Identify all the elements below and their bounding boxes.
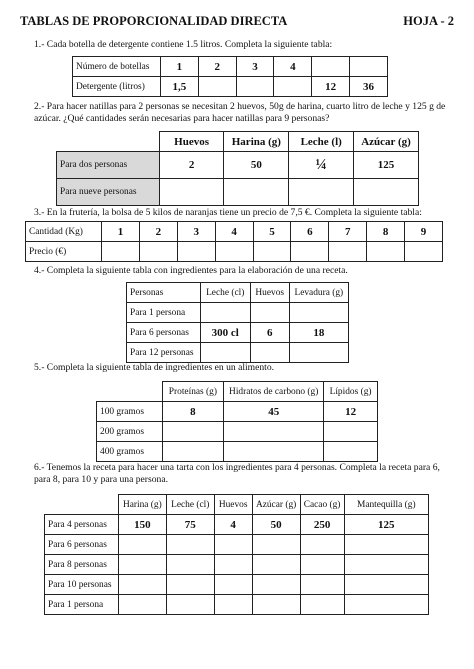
table-row (127, 343, 349, 363)
answer-cell[interactable] (215, 242, 253, 262)
column-header: Huevos (250, 283, 289, 303)
answer-cell[interactable] (224, 442, 324, 462)
answer-cell[interactable] (118, 595, 166, 615)
column-header: Leche (cl) (200, 283, 250, 303)
answer-cell[interactable] (166, 535, 214, 555)
table-cell: 125 (344, 515, 428, 535)
table-cell: 4 (274, 57, 312, 77)
answer-cell[interactable] (102, 242, 140, 262)
row-label: Para 10 personas (45, 575, 119, 595)
answer-cell[interactable] (118, 555, 166, 575)
answer-cell[interactable] (252, 555, 300, 575)
table-cell: 2 (159, 152, 224, 179)
table-row (73, 77, 388, 97)
answer-cell[interactable] (224, 422, 324, 442)
table-row (26, 242, 443, 262)
row-label: Detergente (litros) (73, 77, 161, 97)
column-header: Proteínas (g) (162, 382, 224, 402)
answer-cell[interactable] (344, 575, 428, 595)
table-cell: 8 (162, 402, 224, 422)
row-label: Para 1 persona (45, 595, 119, 615)
table-cell: 125 (354, 152, 419, 179)
answer-cell[interactable] (198, 77, 236, 97)
table-cell: 250 (300, 515, 344, 535)
answer-cell[interactable] (300, 575, 344, 595)
answer-cell[interactable] (324, 422, 378, 442)
answer-cell[interactable] (159, 179, 224, 206)
question-2-line-2: azúcar. ¿Qué cantidades serán necesarias para hacer natillas para 9 personas? (34, 113, 330, 124)
table-cell: 50 (224, 152, 289, 179)
table-cell: 150 (118, 515, 166, 535)
answer-cell[interactable] (214, 535, 252, 555)
answer-cell[interactable] (200, 343, 250, 363)
row-label: Para nueve personas (57, 179, 160, 206)
row-label: 400 gramos (97, 442, 163, 462)
column-header: Cacao (g) (300, 495, 344, 515)
question-6-line-1: 6.- Tenemos la receta para hacer una tarta con los ingredientes para 4 personas. Completa la receta para 6, (34, 462, 440, 473)
table-cell: 3 (236, 57, 274, 77)
answer-cell[interactable] (354, 179, 419, 206)
table-row (45, 595, 429, 615)
answer-cell[interactable] (162, 442, 224, 462)
question-5-text: 5.- Completa la siguiente tabla de ingredientes en un alimento. (34, 362, 275, 373)
table-header-row (57, 132, 419, 152)
answer-cell[interactable] (300, 535, 344, 555)
table-cell: 300 cl (200, 323, 250, 343)
answer-cell[interactable] (252, 535, 300, 555)
answer-cell[interactable] (224, 179, 289, 206)
table-cell: 4 (214, 515, 252, 535)
answer-cell[interactable] (214, 555, 252, 575)
answer-cell[interactable] (250, 303, 289, 323)
table-cell: 8 (367, 222, 405, 242)
row-label: Para 4 personas (45, 515, 119, 535)
column-header: Azúcar (g) (354, 132, 419, 152)
answer-cell[interactable] (118, 535, 166, 555)
question-3-text: 3.- En la frutería, la bolsa de 5 kilos de naranjas tiene un precio de 7,5 €. Completa la siguiente tabla: (34, 207, 422, 218)
question-2-text (34, 101, 445, 125)
table-row (45, 555, 429, 575)
row-label: Para 6 personas (45, 535, 119, 555)
sheet-label: HOJA - 2 (403, 14, 454, 28)
question-6-text (34, 462, 440, 486)
column-header: Leche (l) (289, 132, 354, 152)
answer-cell[interactable] (405, 242, 443, 262)
table-q5 (96, 381, 378, 462)
column-header: Huevos (214, 495, 252, 515)
page-header (20, 14, 454, 30)
answer-cell[interactable] (252, 595, 300, 615)
table-cell: 2 (198, 57, 236, 77)
table-row (57, 152, 419, 179)
row-label: 200 gramos (97, 422, 163, 442)
table-cell: 7 (329, 222, 367, 242)
table-row (73, 57, 388, 77)
table-row (45, 515, 429, 535)
table-q4 (126, 282, 349, 363)
table-row (97, 422, 378, 442)
table-row (97, 442, 378, 462)
table-cell: 1 (160, 57, 198, 77)
answer-cell[interactable] (200, 303, 250, 323)
answer-cell[interactable] (214, 575, 252, 595)
question-2-line-1: 2.- Para hacer natillas para 2 personas se necesitan 2 huevos, 50g de harina, cuarto litro de leche y 125 g de (34, 101, 446, 112)
column-header: Hidratos de carbono (g) (224, 382, 324, 402)
table-cell: 1 (102, 222, 140, 242)
column-header: Harina (g) (118, 495, 166, 515)
table-cell: 12 (312, 77, 350, 97)
row-label: Para 12 personas (127, 343, 201, 363)
table-row (26, 222, 443, 242)
row-label: Precio (€) (26, 242, 102, 262)
answer-cell[interactable] (344, 555, 428, 575)
answer-cell[interactable] (289, 179, 354, 206)
answer-cell[interactable] (236, 77, 274, 97)
table-cell: 45 (224, 402, 324, 422)
table-row (97, 402, 378, 422)
page-title: TABLAS DE PROPORCIONALIDAD DIRECTA (20, 14, 288, 28)
table-cell: 12 (324, 402, 378, 422)
table-cell: ¼ (289, 152, 354, 179)
table-cell: 6 (291, 222, 329, 242)
row-label: Número de botellas (73, 57, 161, 77)
table-cell: 36 (350, 77, 388, 97)
column-header: Azúcar (g) (252, 495, 300, 515)
table-row (127, 323, 349, 343)
answer-cell[interactable] (289, 343, 348, 363)
answer-cell[interactable] (177, 242, 215, 262)
answer-cell[interactable] (324, 442, 378, 462)
table-cell: 50 (252, 515, 300, 535)
answer-cell[interactable] (344, 595, 428, 615)
table-cell: 1,5 (160, 77, 198, 97)
row-label: Para dos personas (57, 152, 160, 179)
answer-cell[interactable] (253, 242, 291, 262)
answer-cell[interactable] (118, 575, 166, 595)
answer-cell[interactable] (291, 242, 329, 262)
row-label: Para 6 personas (127, 323, 201, 343)
column-header: Personas (127, 283, 201, 303)
row-label: Cantidad (Kg) (26, 222, 102, 242)
answer-cell[interactable] (166, 555, 214, 575)
answer-cell[interactable] (350, 57, 388, 77)
row-label: Para 1 persona (127, 303, 201, 323)
table-cell: 5 (253, 222, 291, 242)
answer-cell[interactable] (300, 595, 344, 615)
question-1-text: 1.- Cada botella de detergente contiene 1.5 litros. Completa la siguiente tabla: (34, 39, 333, 50)
answer-cell[interactable] (274, 77, 312, 97)
table-row (45, 535, 429, 555)
table-header-row (45, 495, 429, 515)
answer-cell[interactable] (162, 422, 224, 442)
table-cell: 75 (166, 515, 214, 535)
column-header: Harina (g) (224, 132, 289, 152)
table-q6 (44, 494, 429, 615)
answer-cell[interactable] (312, 57, 350, 77)
column-header: Huevos (159, 132, 224, 152)
column-header: Mantequilla (g) (344, 495, 428, 515)
column-header: Leche (cl) (166, 495, 214, 515)
answer-cell[interactable] (344, 535, 428, 555)
table-cell: 6 (250, 323, 289, 343)
answer-cell[interactable] (252, 575, 300, 595)
table-q1 (72, 56, 388, 97)
table-cell: 4 (215, 222, 253, 242)
answer-cell[interactable] (289, 303, 348, 323)
answer-cell[interactable] (214, 595, 252, 615)
table-cell: 18 (289, 323, 348, 343)
answer-cell[interactable] (166, 595, 214, 615)
table-row (127, 303, 349, 323)
table-q2 (56, 131, 419, 206)
answer-cell[interactable] (329, 242, 367, 262)
table-cell: 2 (139, 222, 177, 242)
table-q3 (25, 221, 443, 262)
question-4-text: 4.- Completa la siguiente tabla con ingredientes para la elaboración de una receta. (34, 265, 348, 276)
answer-cell[interactable] (367, 242, 405, 262)
answer-cell[interactable] (250, 343, 289, 363)
table-header-row (127, 283, 349, 303)
row-label: 100 gramos (97, 402, 163, 422)
table-cell: 3 (177, 222, 215, 242)
table-header-row (97, 382, 378, 402)
answer-cell[interactable] (300, 555, 344, 575)
row-label: Para 8 personas (45, 555, 119, 575)
column-header: Levadura (g) (289, 283, 348, 303)
table-row (57, 179, 419, 206)
table-cell: 9 (405, 222, 443, 242)
table-row (45, 575, 429, 595)
column-header: Lípidos (g) (324, 382, 378, 402)
question-6-line-2: para 8, para 10 y para una persona. (34, 474, 168, 485)
answer-cell[interactable] (139, 242, 177, 262)
answer-cell[interactable] (166, 575, 214, 595)
